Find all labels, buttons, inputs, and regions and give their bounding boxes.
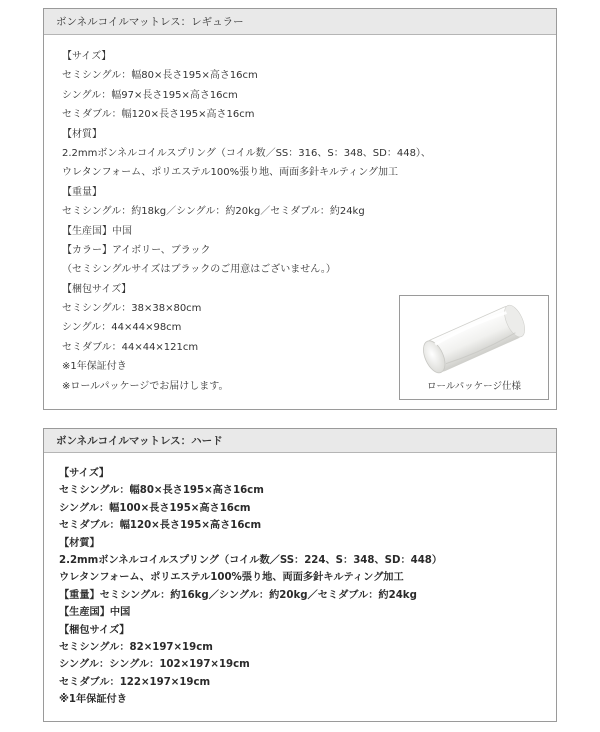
spec-line: セミダブル：122×197×19cm: [59, 676, 211, 688]
spec-title-regular: ボンネルコイルマットレス：レギュラー: [44, 9, 556, 35]
spec-line: シングル：シングル：102×197×19cm: [59, 659, 250, 671]
spec-line: 【材質】: [59, 537, 100, 549]
spec-body-hard: [59, 465, 442, 708]
spec-line: セミシングル：38×38×80cm: [62, 303, 202, 315]
photo-caption: ロールパッケージ仕様: [427, 381, 521, 392]
spec-line: ※ロールパッケージでお届けします。: [62, 380, 229, 392]
spec-line: セミシングル：幅80×長さ195×高さ16cm: [59, 485, 264, 497]
spec-line: 2.2mmボンネルコイルスプリング（コイル数／SS：316、S：348、SD：448）、: [62, 147, 431, 159]
spec-line: シングル：幅97×長さ195×高さ16cm: [62, 89, 238, 101]
spec-body-regular: [62, 47, 431, 396]
spec-line: ウレタンフォーム、ポリエステル100%張り地、両面多針キルティング加工: [62, 167, 398, 179]
rolled-mattress-image: [410, 302, 538, 374]
spec-line: ウレタンフォーム、ポリエステル100%張り地、両面多針キルティング加工: [59, 572, 404, 584]
spec-line: 2.2mmボンネルコイルスプリング（コイル数／SS：224、S：348、SD：448）: [59, 554, 443, 566]
roll-package-photo: [399, 295, 549, 400]
spec-line: セミダブル：幅120×長さ195×高さ16cm: [62, 109, 255, 121]
spec-line: 【重量】: [62, 186, 102, 198]
spec-line: 【サイズ】: [62, 51, 112, 62]
spec-line: セミシングル：幅80×長さ195×高さ16cm: [62, 70, 258, 82]
spec-line: 【梱包サイズ】: [62, 283, 132, 295]
spec-line: セミダブル：44×44×121cm: [62, 341, 199, 353]
spec-line: 【生産国】中国: [59, 607, 131, 619]
spec-line: セミシングル：82×197×19cm: [59, 641, 213, 653]
spec-line: （セミシングルサイズはブラックのご用意はございません。）: [62, 264, 336, 276]
spec-line: 【生産国】中国: [62, 225, 132, 237]
spec-line: シングル：44×44×98cm: [62, 322, 182, 334]
spec-box-hard: [43, 428, 557, 722]
spec-line: シングル：幅100×長さ195×高さ16cm: [59, 502, 251, 514]
spec-line: 【重量】セミシングル：約16kg／シングル：約20kg／セミダブル：約24kg: [59, 589, 417, 601]
spec-line: セミシングル：約18kg／シングル：約20kg／セミダブル：約24kg: [62, 206, 365, 218]
spec-line: ※1年保証付き: [59, 694, 127, 706]
spec-line: 【カラー】アイボリー、ブラック: [62, 244, 211, 256]
spec-line: 【サイズ】: [59, 468, 110, 479]
spec-line: ※1年保証付き: [62, 361, 127, 373]
spec-line: セミダブル：幅120×長さ195×高さ16cm: [59, 520, 262, 532]
spec-title-hard: ボンネルコイルマットレス：ハード: [44, 429, 556, 453]
spec-line: 【材質】: [62, 128, 102, 140]
spec-line: 【梱包サイズ】: [59, 624, 130, 636]
spec-box-regular: [43, 8, 557, 410]
